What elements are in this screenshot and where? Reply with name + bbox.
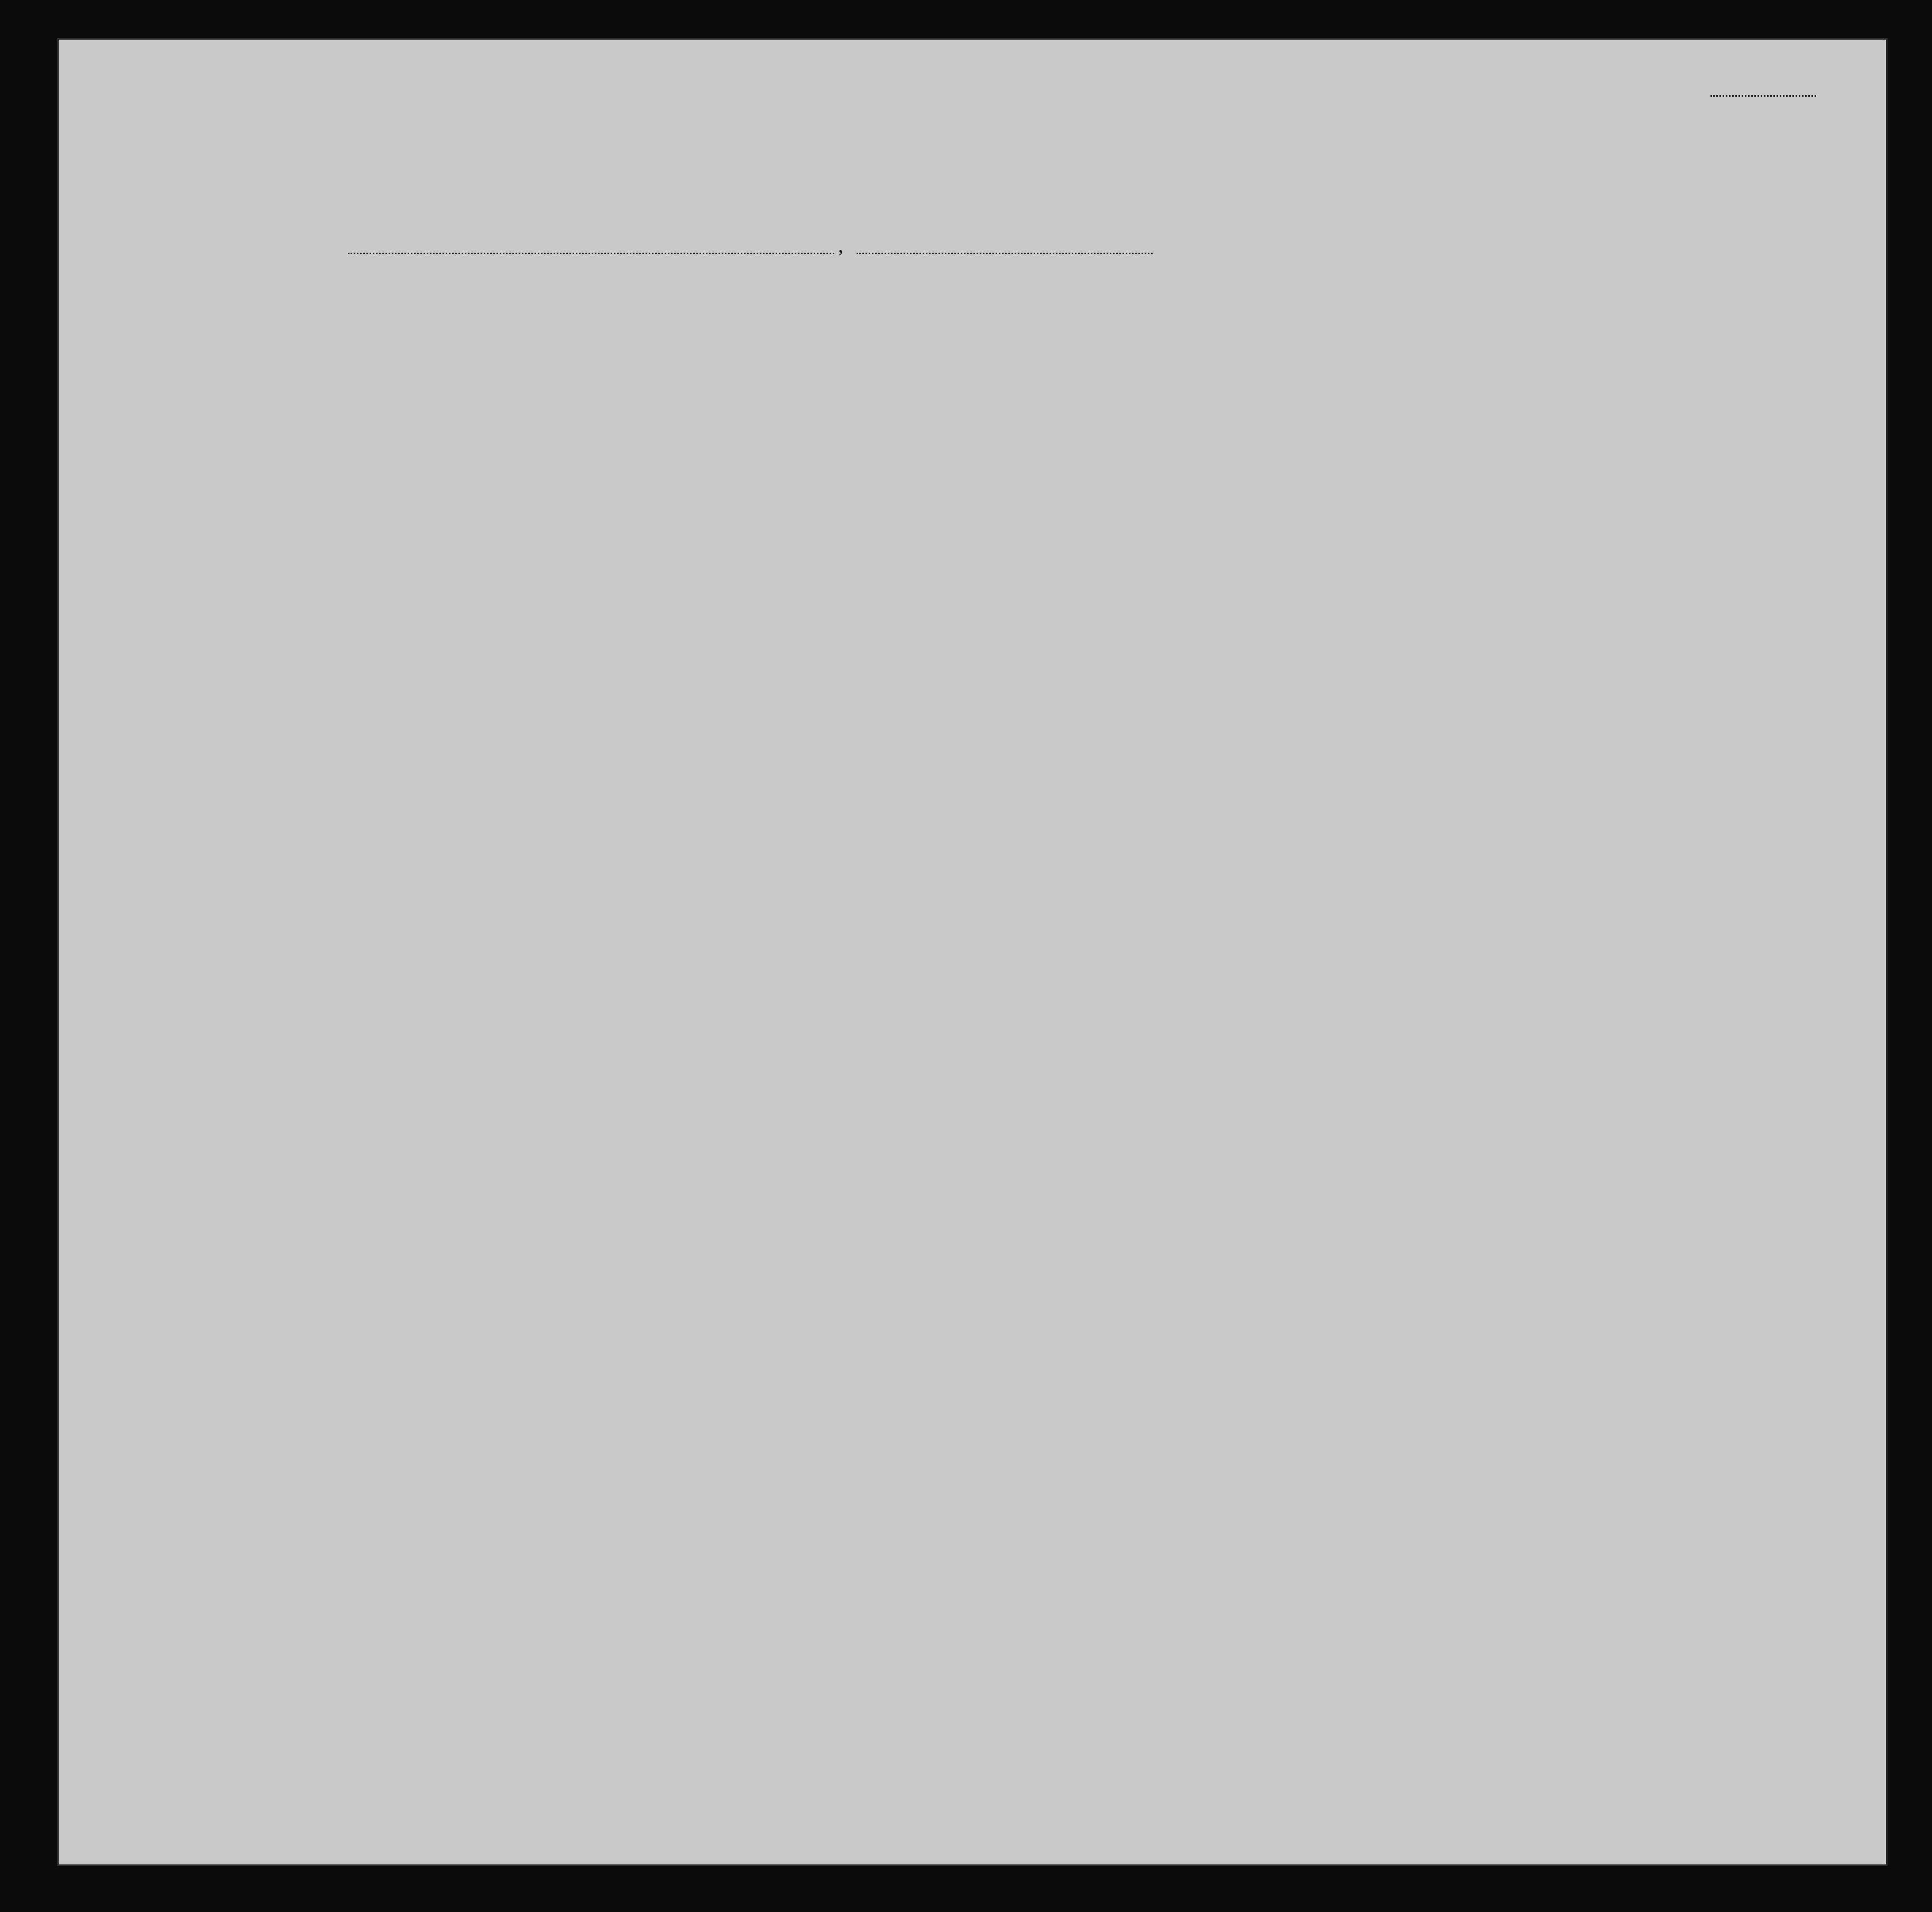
- header-citizen: [1216, 327, 1232, 454]
- header-overthrow: [1327, 322, 1375, 455]
- header-return: [1108, 327, 1124, 454]
- header-polygamist: [1278, 327, 1294, 454]
- header-prison: [1245, 327, 1261, 454]
- header-feet: [1578, 412, 1591, 444]
- header-anarchist: [1308, 327, 1323, 454]
- header-inches: [1597, 407, 1609, 449]
- comma: ,: [838, 233, 843, 257]
- header-offer: [1377, 322, 1420, 455]
- header-money: [691, 317, 709, 460]
- header-deported: [1428, 322, 1470, 455]
- header-length: [1174, 332, 1190, 454]
- header-ticket: [576, 322, 594, 460]
